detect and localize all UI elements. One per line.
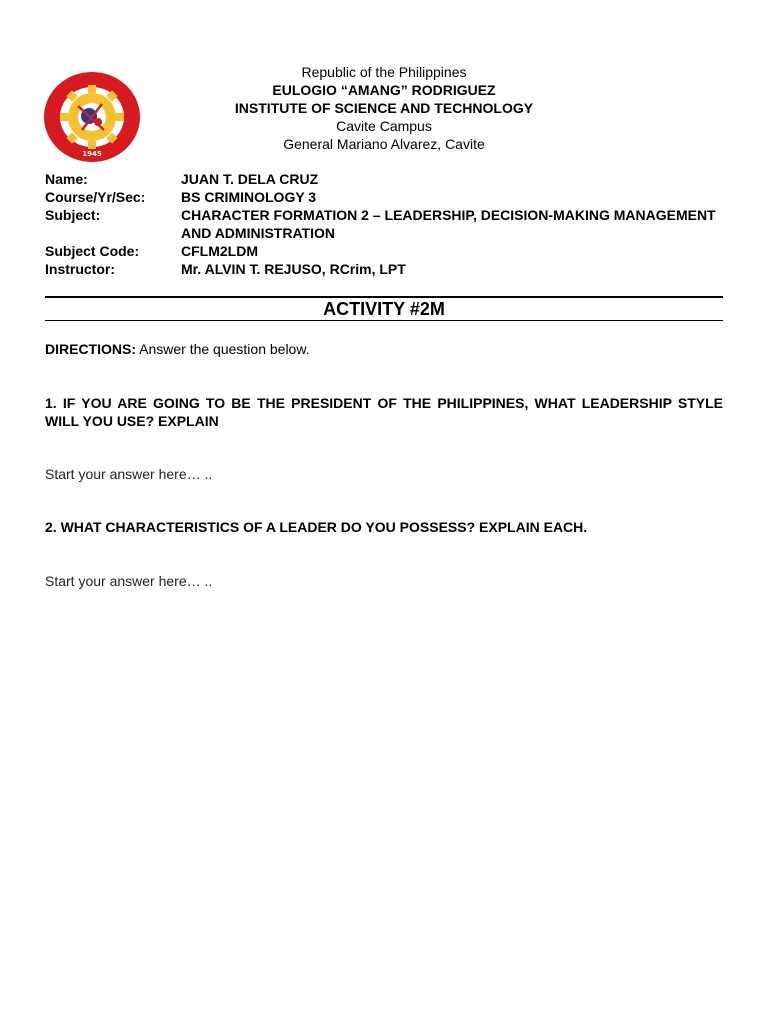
info-row-subject-code <box>45 242 735 260</box>
info-value: JUAN T. DELA CRUZ <box>181 171 319 187</box>
header-line-campus: Cavite Campus <box>336 118 432 134</box>
info-row-instructor <box>45 260 735 278</box>
answer-2[interactable]: Start your answer here… .. <box>45 573 213 589</box>
directions-label: DIRECTIONS: <box>45 341 136 357</box>
seal-year: 1945 <box>82 150 102 158</box>
header-line-address: General Mariano Alvarez, Cavite <box>283 136 485 152</box>
info-value: CHARACTER FORMATION 2 – LEADERSHIP, DECISION-MAKING MANAGEMENT AND ADMINISTRATION <box>181 207 716 241</box>
header-line-institute: INSTITUTE OF SCIENCE AND TECHNOLOGY <box>234 100 534 116</box>
info-value: CFLM2LDM <box>181 243 258 259</box>
title-rule-bottom <box>45 320 723 321</box>
info-value: Mr. ALVIN T. REJUSO, RCrim, LPT <box>181 261 406 277</box>
question-1: 1. IF YOU ARE GOING TO BE THE PRESIDENT OF THE PHILIPPINES, WHAT LEADERSHIP STYLE WILL YOU USE? EXPLAIN <box>45 395 723 429</box>
directions-text: Answer the question below. <box>139 341 310 357</box>
activity-title: ACTIVITY #2M <box>323 299 445 319</box>
info-label: Subject Code: <box>45 243 140 259</box>
student-info-block <box>45 170 735 278</box>
institution-header <box>0 63 768 153</box>
info-value: BS CRIMINOLOGY 3 <box>181 189 317 205</box>
info-label: Instructor: <box>45 261 115 277</box>
header-line-name: EULOGIO “AMANG” RODRIGUEZ <box>272 82 496 98</box>
info-label: Name: <box>45 171 88 187</box>
directions <box>45 340 310 358</box>
question-2: 2. WHAT CHARACTERISTICS OF A LEADER DO YOU POSSESS? EXPLAIN EACH. <box>45 519 588 535</box>
info-label: Subject: <box>45 207 101 223</box>
info-row-name <box>45 170 735 188</box>
answer-1[interactable]: Start your answer here… .. <box>45 466 213 482</box>
info-row-subject <box>45 206 735 242</box>
header-line-republic: Republic of the Philippines <box>301 64 467 80</box>
info-row-course <box>45 188 735 206</box>
info-label: Course/Yr/Sec: <box>45 189 146 205</box>
